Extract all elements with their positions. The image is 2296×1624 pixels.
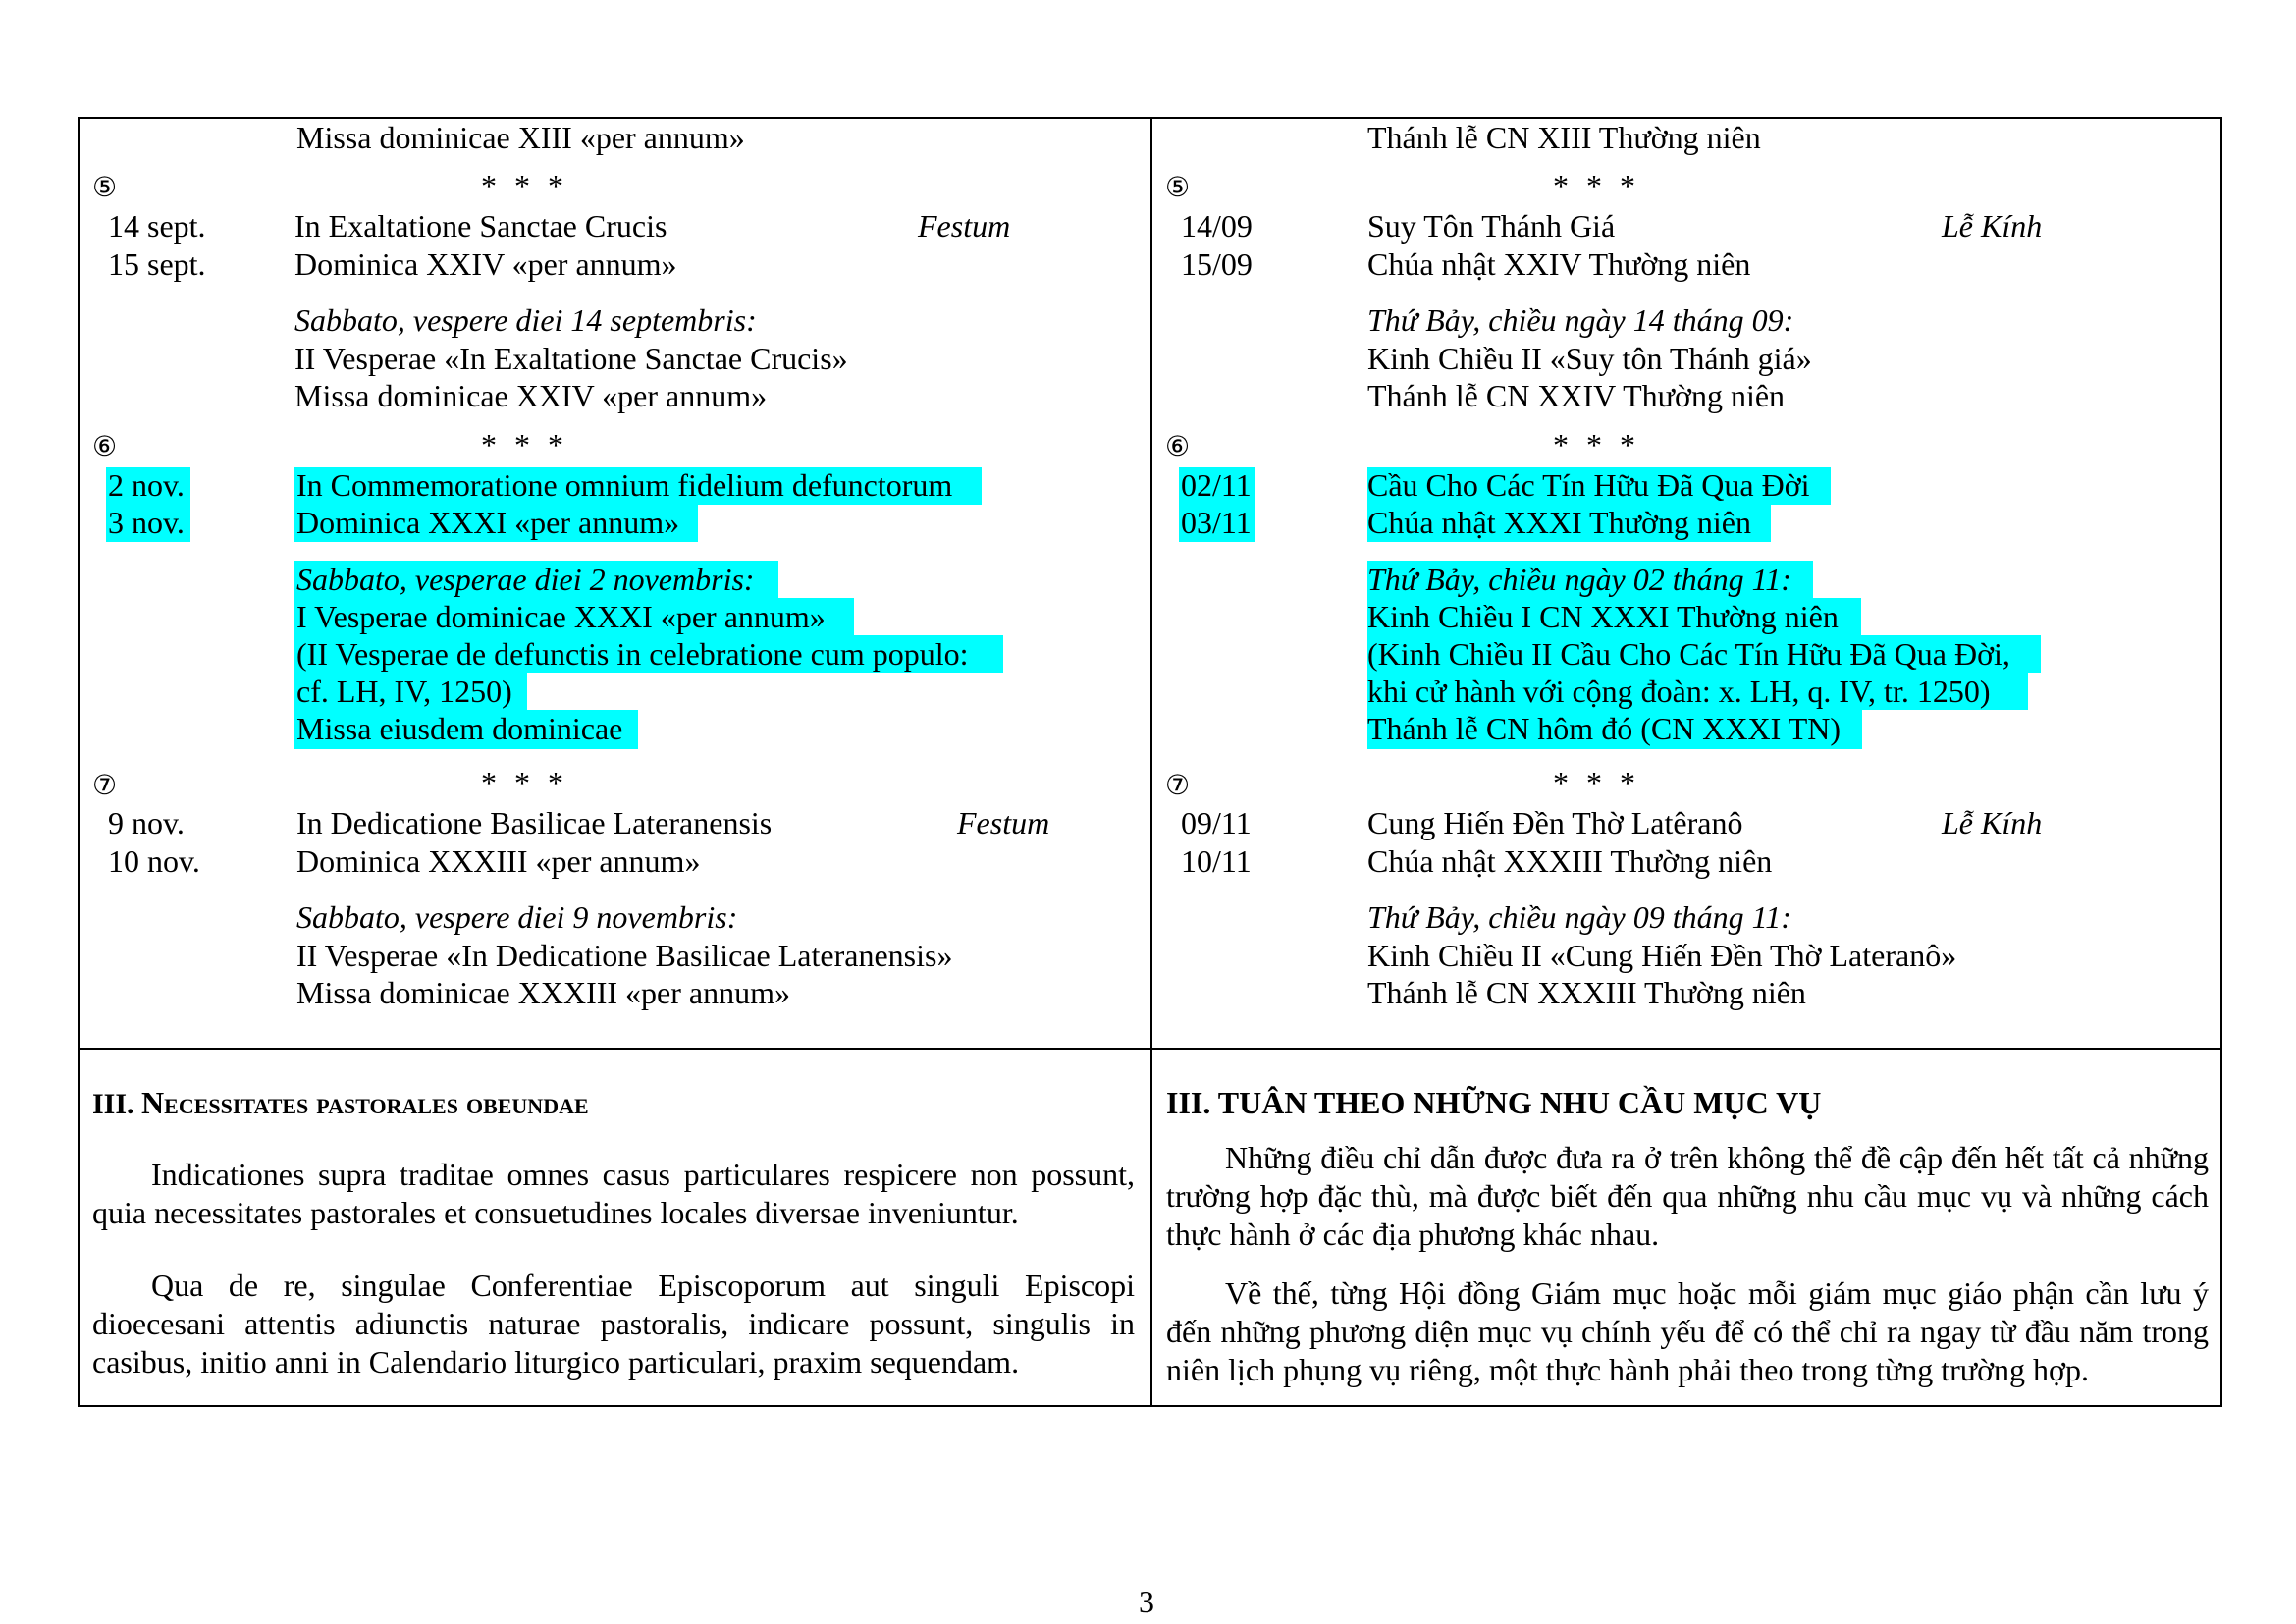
right-section-paragraph-1: Những điều chỉ dẫn được đưa ra ở trên không thể đề cập đến hết tất cả những trường hợp đặc thù, mà được biết đến qua những nhu cầu mục vụ và những cách thực hành ở các địa phương khác nhau.: [1166, 1140, 2209, 1252]
left-g5-title2: Dominica XXIV «per annum»: [294, 246, 677, 282]
right-g5-note-heading: Thứ Bảy, chiều ngày 14 tháng 09:: [1367, 302, 1794, 338]
left-g7-note1: II Vesperae «In Dedicatione Basilicae Lateranensis»: [296, 938, 953, 973]
right-g7-marker: ⑦: [1165, 771, 1191, 801]
left-g6-date1: 2 nov.: [108, 467, 185, 503]
right-g7-title2: Chúa nhật XXXIII Thường niên: [1367, 843, 1773, 879]
left-g7-marker: ⑦: [92, 771, 118, 801]
right-g6-date1: 02/11: [1181, 467, 1252, 503]
right-g6-date2: 03/11: [1181, 505, 1252, 540]
left-g7-note2: Missa dominicae XXXIII «per annum»: [296, 975, 790, 1010]
left-g6-note2: (II Vesperae de defunctis in celebratione cum populo:: [296, 636, 969, 672]
right-g5-title1: Suy Tôn Thánh Giá: [1367, 208, 1616, 244]
right-g7-title1: Cung Hiến Đền Thờ Latêranô: [1367, 805, 1743, 840]
right-g5-date2: 15/09: [1181, 246, 1253, 282]
left-g7-title1: In Dedicatione Basilicae Lateranensis: [296, 805, 773, 840]
left-g6-note4: Missa eiusdem dominicae: [296, 711, 623, 746]
right-g7-date1: 09/11: [1181, 805, 1252, 840]
right-top-mass: Thánh lễ CN XIII Thường niên: [1367, 120, 1761, 155]
right-g5-marker: ⑤: [1165, 173, 1191, 203]
column-divider: [1150, 117, 1152, 1407]
left-section-heading: [92, 1084, 589, 1123]
left-top-mass: Missa dominicae XIII «per annum»: [296, 120, 745, 155]
left-g5-note-heading: Sabbato, vespere diei 14 septembris:: [294, 302, 757, 338]
left-g6-note3: cf. LH, IV, 1250): [296, 674, 512, 709]
left-g6-note-heading: Sabbato, vesperae diei 2 novembris:: [296, 562, 755, 597]
left-g5-marker: ⑤: [92, 173, 118, 203]
page-number: 3: [1139, 1584, 1154, 1619]
left-g6-marker: ⑥: [92, 432, 118, 462]
right-g5-title2: Chúa nhật XXIV Thường niên: [1367, 246, 1751, 282]
right-g6-marker: ⑥: [1165, 432, 1191, 462]
right-g5-rank1: Lễ Kính: [1942, 208, 2043, 244]
right-g7-note2: Thánh lễ CN XXXIII Thường niên: [1367, 975, 1806, 1010]
right-g7-note1: Kinh Chiều II «Cung Hiến Đền Thờ Lateranô»: [1367, 938, 1957, 973]
row-divider: [78, 1048, 2222, 1050]
right-g5-date1: 14/09: [1181, 208, 1253, 244]
left-g5-title1: In Exaltatione Sanctae Crucis: [294, 208, 667, 244]
right-g5-stars: * * *: [1553, 168, 1640, 203]
right-g6-note-heading: Thứ Bảy, chiều ngày 02 tháng 11:: [1367, 562, 1791, 597]
left-g6-date2: 3 nov.: [108, 505, 185, 540]
left-g7-date2: 10 nov.: [108, 843, 200, 879]
left-section-number: III.: [92, 1088, 134, 1120]
left-g5-note1: II Vesperae «In Exaltatione Sanctae Crucis»: [294, 341, 848, 376]
right-g6-title1: Cầu Cho Các Tín Hữu Đã Qua Đời: [1367, 467, 1810, 503]
right-g6-note3: khi cử hành với cộng đoàn: x. LH, q. IV, tr. 1250): [1367, 674, 1991, 709]
left-g6-title2: Dominica XXXI «per annum»: [296, 505, 680, 540]
right-g7-rank1: Lễ Kính: [1942, 805, 2043, 840]
right-g6-note1: Kinh Chiều I CN XXXI Thường niên: [1367, 599, 1839, 634]
left-g7-stars: * * *: [481, 765, 568, 800]
left-g5-stars: * * *: [481, 168, 568, 203]
left-section-paragraph-1: Indicationes supra traditae omnes casus particulares respicere non possunt, quia necessitates pastorales et consuetudines locales diversae inveniuntur.: [92, 1157, 1135, 1230]
right-g6-note2: (Kinh Chiều II Cầu Cho Các Tín Hữu Đã Qua Đời,: [1367, 636, 2010, 672]
right-g7-stars: * * *: [1553, 765, 1640, 800]
left-g5-rank1: Festum: [918, 208, 1011, 244]
left-g6-note1: I Vesperae dominicae XXXI «per annum»: [296, 599, 826, 634]
left-g5-date2: 15 sept.: [108, 246, 206, 282]
right-g5-note1: Kinh Chiều II «Suy tôn Thánh giá»: [1367, 341, 1812, 376]
right-section-paragraph-2: Về thế, từng Hội đồng Giám mục hoặc mỗi giám mục giáo phận cần lưu ý đến những phương diện mục vụ chính yếu để có thể chỉ ra ngay từ đầu năm trong niên lịch phụng vụ riêng, một thực hành phải theo trong từng trường hợp.: [1166, 1275, 2209, 1387]
left-g7-date1: 9 nov.: [108, 805, 185, 840]
right-g6-title2: Chúa nhật XXXI Thường niên: [1367, 505, 1751, 540]
left-g7-note-heading: Sabbato, vespere diei 9 novembris:: [296, 899, 738, 935]
right-g5-note2: Thánh lễ CN XXIV Thường niên: [1367, 378, 1786, 413]
right-section-heading: III. TUÂN THEO NHỮNG NHU CẦU MỤC VỤ: [1166, 1085, 1822, 1120]
right-g6-note4: Thánh lễ CN hôm đó (CN XXXI TN): [1367, 711, 1842, 746]
left-g7-title2: Dominica XXXIII «per annum»: [296, 843, 701, 879]
left-g5-note2: Missa dominicae XXIV «per annum»: [294, 378, 768, 413]
left-g6-stars: * * *: [481, 427, 568, 462]
left-g5-date1: 14 sept.: [108, 208, 206, 244]
left-g7-rank1: Festum: [957, 805, 1050, 840]
left-section-title: Necessitates pastorales obeundae: [141, 1085, 589, 1120]
right-g7-note-heading: Thứ Bảy, chiều ngày 09 tháng 11:: [1367, 899, 1791, 935]
right-g7-date2: 10/11: [1181, 843, 1252, 879]
right-g6-stars: * * *: [1553, 427, 1640, 462]
left-section-paragraph-2: Qua de re, singulae Conferentiae Episcoporum aut singuli Episcopi dioecesani attentis adiunctis naturae pastoralis, indicare possunt, singulis in casibus, initio anni in Calendario liturgico particulari, praxim sequendam.: [92, 1268, 1135, 1380]
left-g6-title1: In Commemoratione omnium fidelium defunctorum: [296, 467, 953, 503]
